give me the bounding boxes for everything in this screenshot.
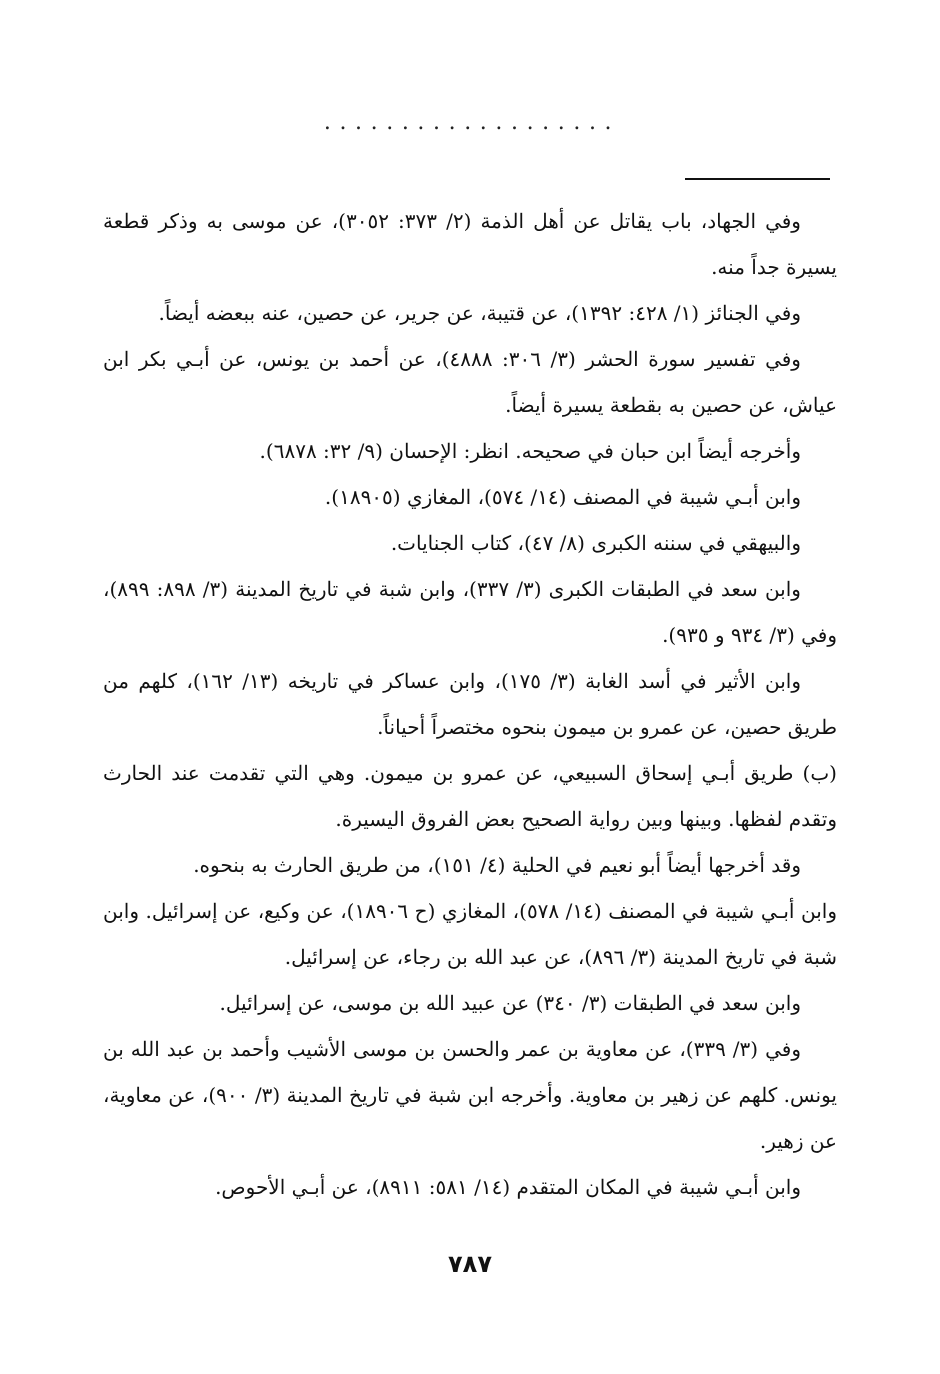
paragraph: وابن الأثير في أسد الغابة (٣/ ١٧٥)، وابن عساكر في تاريخه (١٣/ ١٦٢)، كلهم من طريق حصين، عن عمرو بن ميمون بنحوه مختصراً أحياناً. xyxy=(103,669,837,739)
paragraph: وقد أخرجها أيضاً أبو نعيم في الحلية (٤/ ١٥١)، من طريق الحارث به بنحوه. xyxy=(193,853,801,877)
paragraph: (ب) طريق أبـي إسحاق السبيعي، عن عمرو بن ميمون. وهي التي تقدمت عند الحارث وتقدم لفظها. وبينها وبين رواية الصحيح بعض الفروق اليسيرة. xyxy=(103,761,837,831)
paragraph: وفي الجهاد، باب يقاتل عن أهل الذمة (٢/ ٣٧٣: ٣٠٥٢)، عن موسى به وذكر قطعة يسيرة جداً منه. xyxy=(103,209,837,279)
paragraph: وابن أبـي شيبة في المصنف (١٤/ ٥٧٤)، المغازي (١٨٩٠٥). xyxy=(324,485,801,509)
footnote-body xyxy=(103,198,837,1210)
footnote-rule xyxy=(685,178,830,180)
dotted-separator: ................... xyxy=(323,116,621,130)
paragraph: والبيهقي في سننه الكبرى (٨/ ٤٧)، كتاب الجنايات. xyxy=(390,531,801,555)
paragraph: وابن أبـي شيبة في المكان المتقدم (١٤/ ٥٨١: ٨٩١١)، عن أبـي الأحوص. xyxy=(215,1175,801,1199)
paragraph: وابن سعد في الطبقات (٣/ ٣٤٠) عن عبيد الله بن موسى، عن إسرائيل. xyxy=(219,991,801,1015)
paragraph: وفي (٣/ ٣٣٩)، عن معاوية بن عمر والحسن بن موسى الأشيب وأحمد بن عبد الله بن يونس. كلهم عن زهير بن معاوية. وأخرجه ابن شبة في تاريخ المدينة (٣/ ٩٠٠)، عن معاوية، عن زهير. xyxy=(103,1037,837,1153)
paragraph: وابن أبـي شيبة في المصنف (١٤/ ٥٧٨)، المغازي (ح ١٨٩٠٦)، عن وكيع، عن إسرائيل. وابن شبة في تاريخ المدينة (٣/ ٨٩٦)، عن عبد الله بن رجاء، عن إسرائيل. xyxy=(103,899,837,969)
paragraph: وأخرجه أيضاً ابن حبان في صحيحه. انظر: الإحسان (٩/ ٣٢: ٦٨٧٨). xyxy=(259,439,801,463)
page-number: ٧٨٧ xyxy=(448,1250,492,1278)
paragraph: وفي الجنائز (١/ ٤٢٨: ١٣٩٢)، عن قتيبة، عن جرير، عن حصين، عنه ببعضه أيضاً. xyxy=(158,301,801,325)
paragraph: وابن سعد في الطبقات الكبرى (٣/ ٣٣٧)، وابن شبة في تاريخ المدينة (٣/ ٨٩٨: ٨٩٩)، وفي (٣/ ٩٣٤ و ٩٣٥). xyxy=(103,577,837,647)
paragraph: وفي تفسير سورة الحشر (٣/ ٣٠٦: ٤٨٨٨)، عن أحمد بن يونس، عن أبـي بكر ابن عياش، عن حصين به بقطعة يسيرة أيضاً. xyxy=(103,347,837,417)
